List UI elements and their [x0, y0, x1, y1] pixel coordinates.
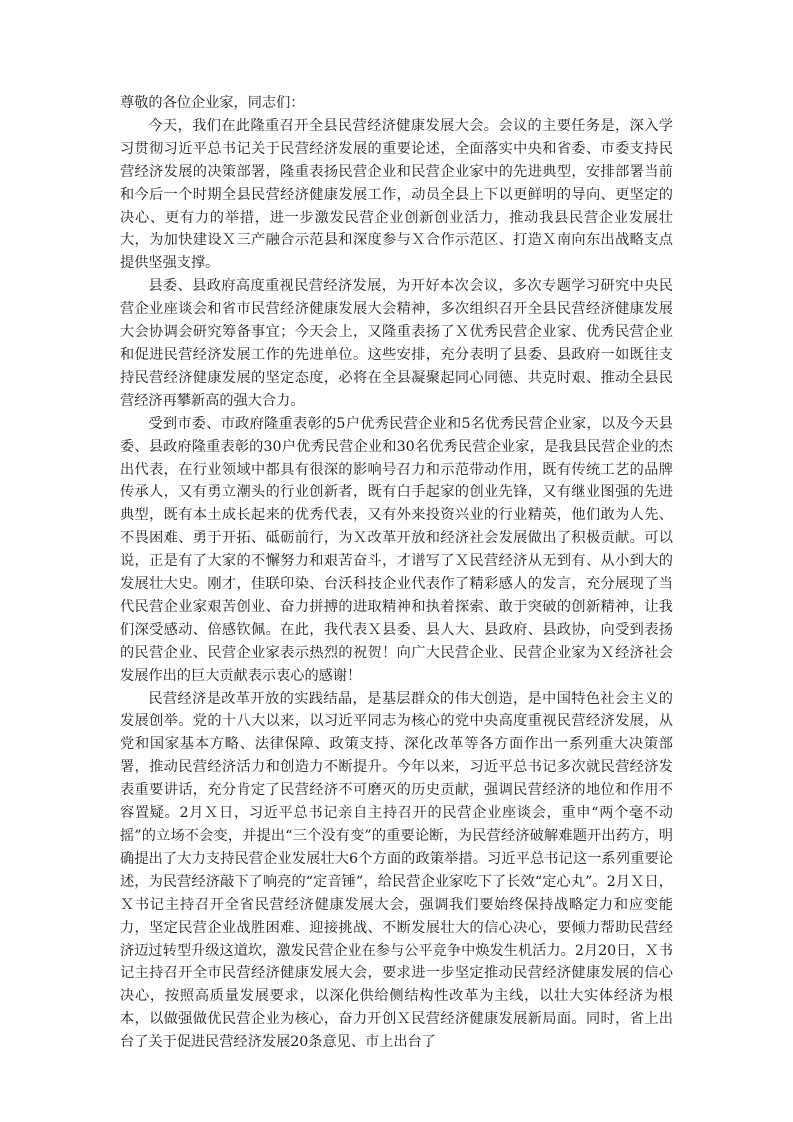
- paragraph-commendation: 受到市委、市政府隆重表彰的5户优秀民营企业和5名优秀民营企业家，以及今天县委、县政府隆重表彰的30户优秀民营企业和30名优秀民营企业家，是我县民营企业的杰出代表，在行业领域中都具有很深的影响号召力和示范带动作用，既有传统工艺的品牌传承人，又有勇立潮头的行业创新者，既有白手起家的创业先锋，又有继业图强的先进典型，既有本土成长起来的优秀代表，又有外来投资兴业的行业精英，他们敢为人先、不畏困难、勇于开拓、砥砺前行，为Ｘ改革开放和经济社会发展做出了积极贡献。可以说，正是有了大家的不懈努力和艰苦奋斗，才谱写了Ｘ民营经济从无到有、从小到大的发展壮大史。刚才，佳联印染、台沃科技企业代表作了精彩感人的发言，充分展现了当代民营企业家艰苦创业、奋力拼搏的进取精神和执着探索、敢于突破的创新精神，让我们深受感动、倍感钦佩。在此，我代表Ｘ县委、县人大、县政府、县政协，向受到表扬的民营企业、民营企业家表示热烈的祝贺！向广大民营企业、民营企业家为Ｘ经济社会发展作出的巨大贡献表示衷心的感谢！: [120, 415, 673, 684]
- paragraph-private-economy: 民营经济是改革开放的实践结晶，是基层群众的伟大创造，是中国特色社会主义的发展创举。党的十八大以来，以习近平同志为核心的党中央高度重视民营经济发展，从党和国家基本方略、法律保障、政策支持、深化改革等各方面作出一系列重大决策部署，推动民营经济活力和创造力不断提升。今年以来，习近平总书记多次就民营经济发表重要讲话，充分肯定了民营经济不可磨灭的历史贡献，强调民营经济的地位和作用不容置疑。2月Ｘ日，习近平总书记亲自主持召开的民营企业座谈会，重申“两个毫不动摇”的立场不会变，并提出“三个没有变”的重要论断，为民营经济破解难题开出药方，明确提出了大力支持民营企业发展壮大6个方面的政策举措。习近平总书记这一系列重要论述，为民营经济敲下了响亮的“定音锤”，给民营企业家吃下了长效“定心丸”。2月Ｘ日，Ｘ书记主持召开全省民营经济健康发展大会，强调我们要始终保持战略定力和应变能力，坚定民营企业战胜困难、迎接挑战、不断发展壮大的信心决心，要倾力帮助民营经济迈过转型升级这道坎，激发民营企业在参与公平竞争中焕发生机活力。2月20日，Ｘ书记主持召开全市民营经济健康发展大会，要求进一步坚定推动民营经济健康发展的信心决心，按照高质量发展要求，以深化供给侧结构性改革为主线，以壮大实体经济为根本，以做强做优民营企业为核心，奋力开创Ｘ民营经济健康发展新局面。同时，省上出台了关于促进民营经济发展20条意见、市上出台了: [120, 690, 673, 1051]
- document-page: [120, 92, 673, 1054]
- paragraph-intro: 今天，我们在此隆重召开全县民营经济健康发展大会。会议的主要任务是，深入学习贯彻习近平总书记关于民营经济发展的重要论述，全面落实中央和省委、市委支持民营经济发展的决策部署，隆重表扬民营企业和民营企业家中的先进典型，安排部署当前和今后一个时期全县民营经济健康发展工作，动员全县上下以更鲜明的导向、更坚定的决心、更有力的举措，进一步激发民营企业创新创业活力，推动我县民营企业发展壮大，为加快建设Ｘ三产融合示范县和深度参与Ｘ合作示范区、打造Ｘ南向东出战略支点提供坚强支撑。: [120, 117, 673, 272]
- greeting: 尊敬的各位企业家，同志们：: [120, 95, 305, 111]
- paragraph-county-emphasis: 县委、县政府高度重视民营经济发展，为开好本次会议，多次专题学习研究中央民营企业座谈会和省市民营经济健康发展大会精神，多次组织召开全县民营经济健康发展大会协调会研究筹备事宜；今天会上，又隆重表扬了Ｘ优秀民营企业家、优秀民营企业和促进民营经济发展工作的先进单位。这些安排，充分表明了县委、县政府一如既往支持民营经济健康发展的坚定态度，必将在全县凝聚起同心同德、共克时艰、推动全县民营经济再攀新高的强大合力。: [120, 278, 673, 409]
